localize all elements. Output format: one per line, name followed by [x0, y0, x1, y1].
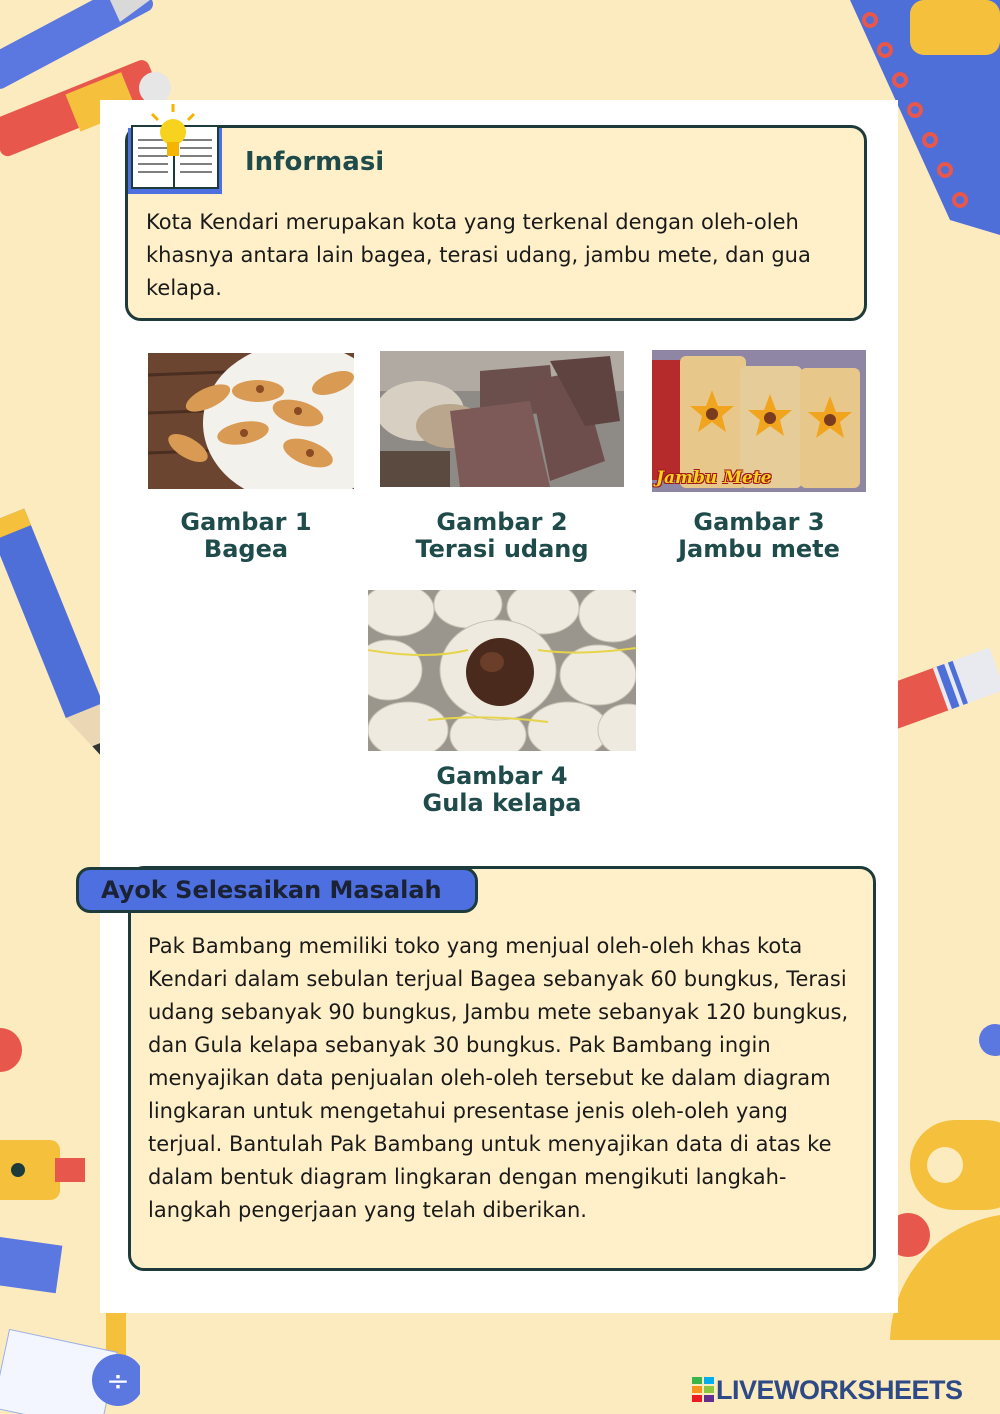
caption-name: Gula kelapa: [422, 789, 582, 817]
caption-gambar-2: [390, 509, 614, 563]
svg-text:÷: ÷: [106, 1364, 130, 1397]
bagea-photo: [148, 353, 354, 489]
caption-name: Jambu mete: [678, 535, 840, 563]
caption-number: Gambar 3: [693, 508, 825, 536]
jambu-mete-photo-label: Jambu Mete: [656, 468, 772, 488]
gula-kelapa-photo: [368, 590, 636, 751]
caption-number: Gambar 4: [436, 762, 568, 790]
jambu-mete-photo: [652, 350, 866, 492]
book-lightbulb-icon: [122, 102, 226, 198]
liveworksheets-logo[interactable]: [692, 1370, 963, 1410]
brand-name: LIVEWORKSHEETS: [716, 1374, 963, 1405]
caption-name: Bagea: [203, 535, 289, 563]
liveworksheets-icon: [692, 1377, 714, 1403]
caption-gambar-1: [148, 509, 344, 563]
info-title: Informasi: [245, 147, 385, 177]
problem-heading: Ayok Selesaikan Masalah: [76, 867, 478, 913]
terasi-udang-photo: [380, 351, 624, 487]
caption-gambar-4: [390, 763, 614, 817]
info-text: Kota Kendari merupakan kota yang terkenal dengan oleh-oleh khasnya antara lain bagea, terasi udang, jambu mete, dan gua kelapa.: [146, 210, 811, 300]
caption-number: Gambar 1: [180, 508, 312, 536]
caption-name: Terasi udang: [415, 535, 589, 563]
problem-text: Pak Bambang memiliki toko yang menjual oleh-oleh khas kota Kendari dalam sebulan terjual Bagea sebanyak 60 bungkus, Terasi udang sebanyak 90 bungkus, Jambu mete sebanyak 120 bungkus, dan Gula kelapa sebanyak 30 bungkus. Pak Bambang ingin menyajikan data penjualan oleh-oleh tersebut ke dalam diagram lingkaran untuk mengetahui presentase jenis oleh-oleh yang terjual. Bantulah Pak Bambang untuk menyajikan data di atas ke dalam bentuk diagram lingkaran dengan mengikuti langkah-langkah pengerjaan yang telah diberikan.: [148, 934, 849, 1222]
caption-gambar-3: [652, 509, 866, 563]
caption-number: Gambar 2: [436, 508, 568, 536]
